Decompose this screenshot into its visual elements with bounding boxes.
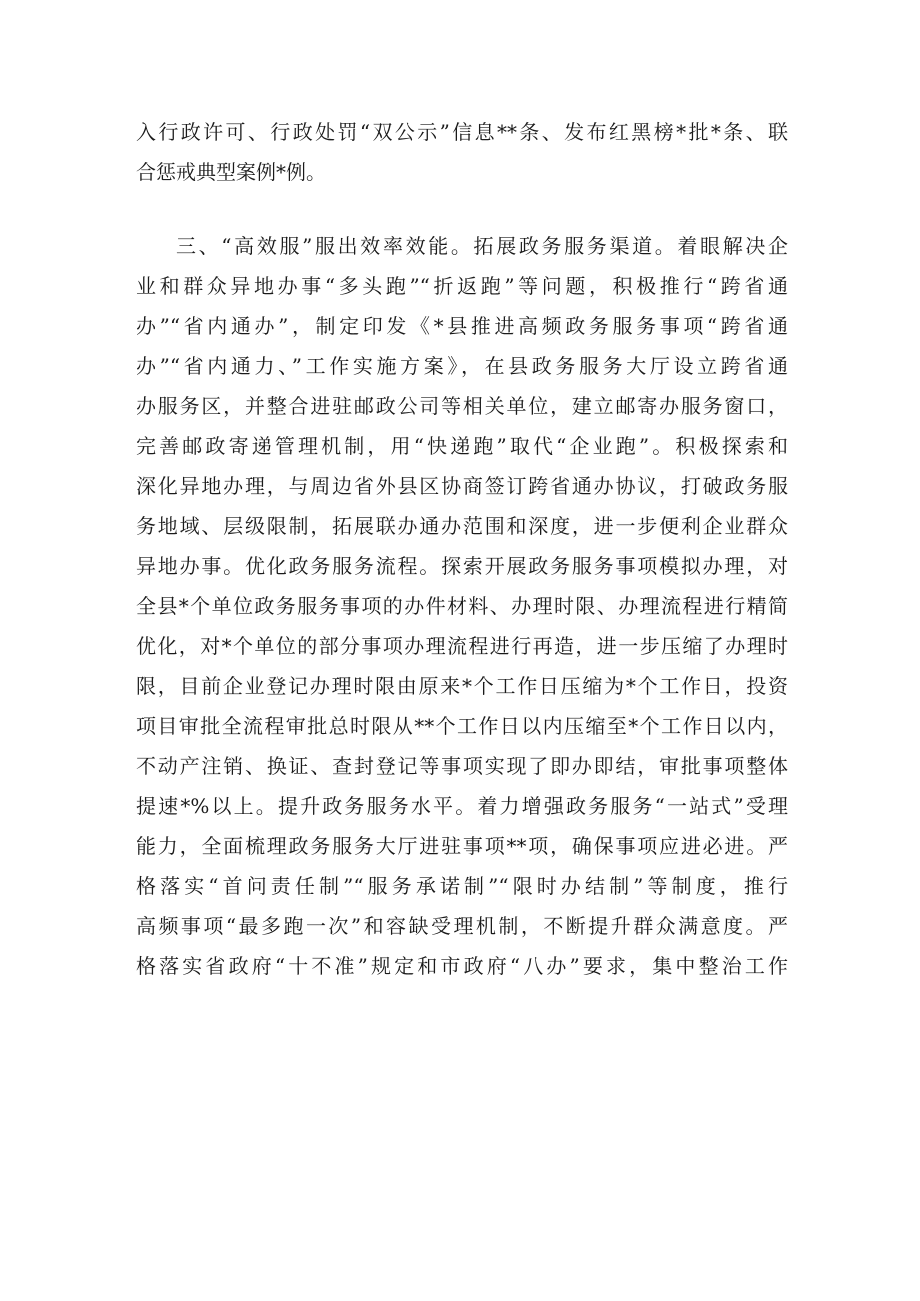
paragraph-line: 格落实省政府“十不准”规定和市政府“八办”要求，集中整治工作 [136,954,788,978]
paragraph-2 [136,226,788,986]
paragraph-line: 完善邮政寄递管理机制，用“快递跑”取代“企业跑”。积极探索和 [136,434,788,458]
paragraph-line: 限，目前企业登记办理时限由原来*个工作日压缩为*个工作日，投资 [136,674,788,698]
paragraph-line: 不动产注销、换证、查封登记等事项实现了即办即结，审批事项整体 [136,754,788,778]
paragraph-line: 格落实“首问责任制”“服务承诺制”“限时办结制”等制度，推行 [136,874,788,898]
paragraph-line: 能力，全面梳理政务服务大厅进驻事项**项，确保事项应进必进。严 [136,834,788,858]
paragraph-line: 全县*个单位政务服务事项的办件材料、办理时限、办理流程进行精简 [136,594,788,618]
paragraph-line: 深化异地办理，与周边省外县区协商签订跨省通办协议，打破政务服 [136,474,788,498]
paragraph-line: 合惩戒典型案例*例。 [136,160,326,184]
paragraph-line: 高频事项“最多跑一次”和容缺受理机制，不断提升群众满意度。严 [136,914,788,938]
paragraph-line: 办”“省内通办”，制定印发《*县推进高频政务服务事项“跨省通 [136,314,788,338]
paragraph-line: 办”“省内通力、”工作实施方案》，在县政务服务大厅设立跨省通 [136,354,788,378]
paragraph-line: 务地域、层级限制，拓展联办通办范围和深度，进一步便利企业群众 [136,514,788,538]
paragraph-line: 业和群众异地办事“多头跑”“折返跑”等问题，积极推行“跨省通 [136,274,788,298]
paragraph-line: 办服务区，并整合进驻邮政公司等相关单位，建立邮寄办服务窗口， [136,394,788,418]
paragraph-line: 项目审批全流程审批总时限从**个工作日以内压缩至*个工作日以内， [136,714,788,738]
paragraph-line: 异地办事。优化政务服务流程。探索开展政务服务事项模拟办理，对 [136,554,788,578]
paragraph-1 [136,112,788,192]
paragraph-line: 入行政许可、行政处罚“双公示”信息**条、发布红黑榜*批*条、联 [136,120,788,144]
paragraph-line: 三、“高效服”服出效率效能。拓展政务服务渠道。着眼解决企 [176,234,788,258]
paragraph-line: 提速*%以上。提升政务服务水平。着力增强政务服务“一站式”受理 [136,794,788,818]
paragraph-line: 优化，对*个单位的部分事项办理流程进行再造，进一步压缩了办理时 [136,634,788,658]
